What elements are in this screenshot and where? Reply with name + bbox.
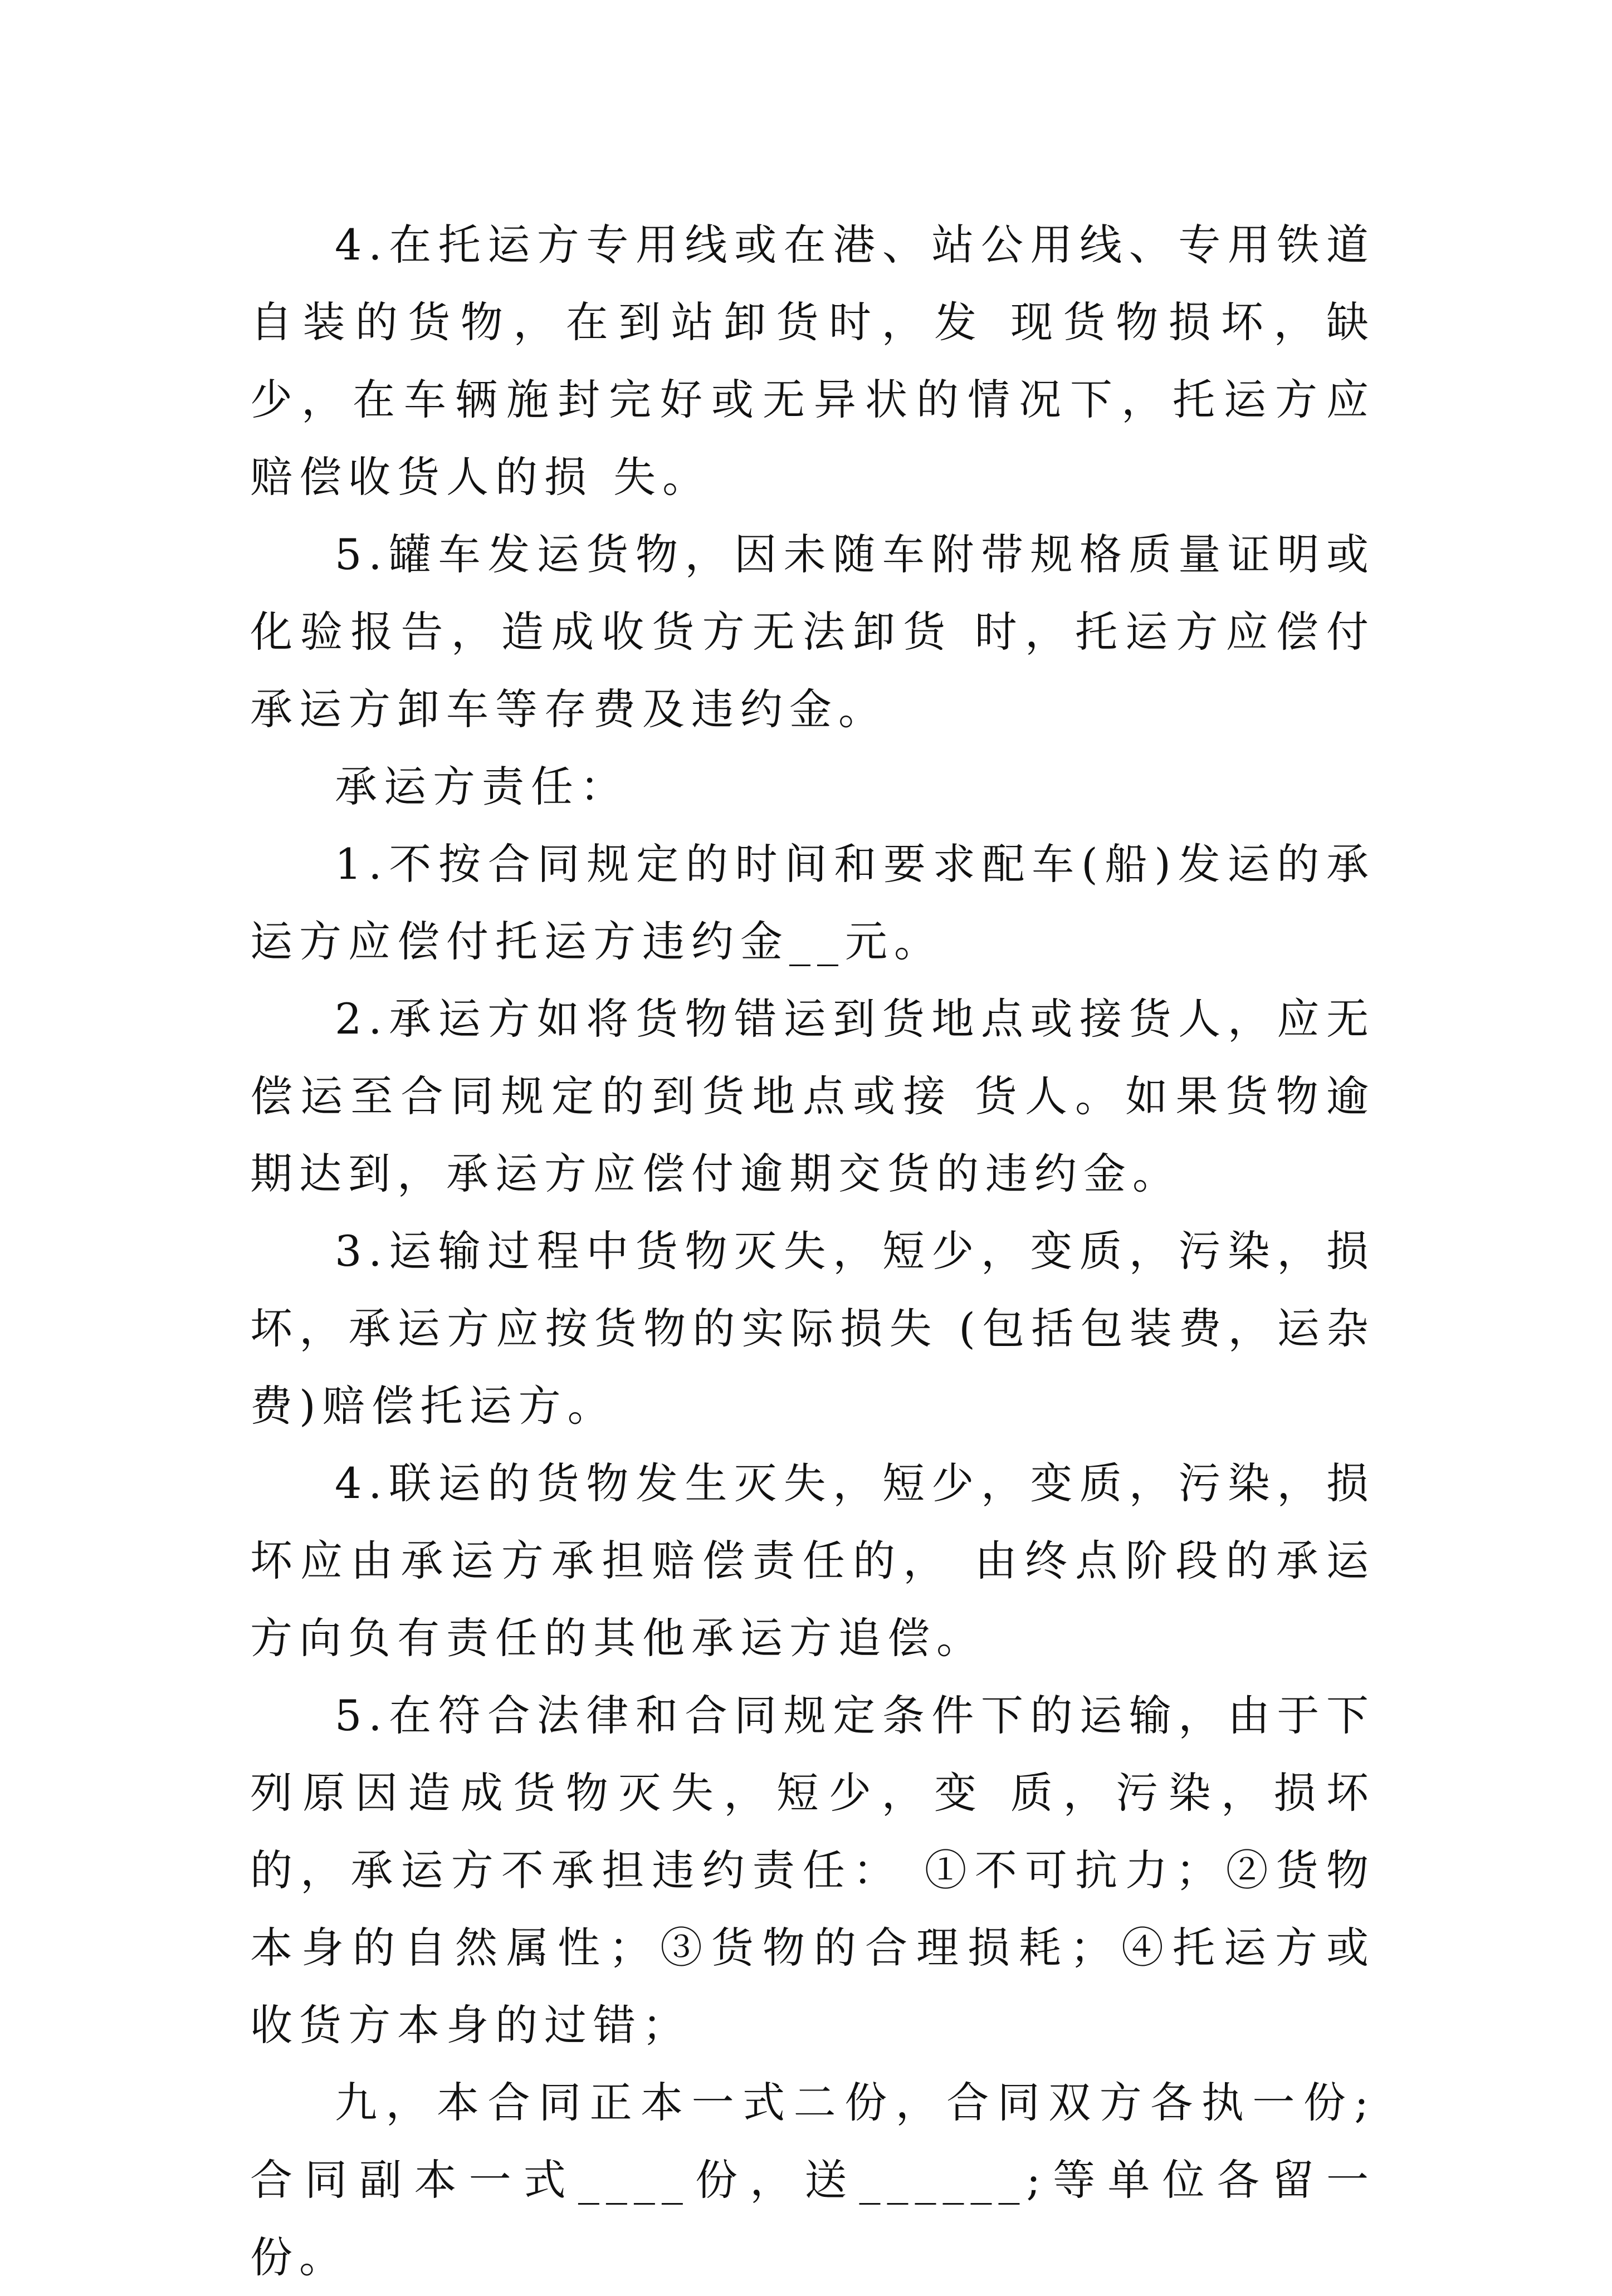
- paragraph-shipper-liability-4: 4.在托运方专用线或在港、站公用线、专用铁道自装的货物，在到站卸货时，发 现货物损坏，缺少，在车辆施封完好或无异状的情况下，托运方应赔偿收货人的损 失。: [250, 220, 1375, 502]
- heading-carrier-liability: 承运方责任：: [335, 762, 629, 811]
- paragraph-carrier-liability-5: 5.在符合法律和合同规定条件下的运输，由于下列原因造成货物灭失，短少，变 质，污染，损坏的，承运方不承担违约责任： ①不可抗力；②货物本身的自然属性；③货物的合理损耗；④托运方或收货方本身的过错；: [250, 1691, 1375, 2050]
- paragraph-carrier-liability-4: 4.联运的货物发生灭失，短少，变质，污染，损坏应由承运方承担赔偿责任的， 由终点阶段的承运方向负有责任的其他承运方追偿。: [250, 1458, 1375, 1663]
- document-body: [250, 206, 1375, 2296]
- paragraph-carrier-liability-2: 2.承运方如将货物错运到货地点或接货人，应无偿运至合同规定的到货地点或接 货人。如果货物逾期达到，承运方应偿付逾期交货的违约金。: [250, 994, 1375, 1198]
- paragraph-carrier-liability-3: 3.运输过程中货物灭失，短少，变质，污染，损坏，承运方应按货物的实际损失 (包括包装费，运杂费)赔偿托运方。: [250, 1226, 1375, 1431]
- paragraph-carrier-liability-1: 1.不按合同规定的时间和要求配车(船)发运的承运方应偿付托运方违约金__元。: [250, 839, 1375, 966]
- paragraph-shipper-liability-5: 5.罐车发运货物，因未随车附带规格质量证明或化验报告，造成收货方无法卸货 时，托运方应偿付承运方卸车等存费及违约金。: [250, 530, 1375, 734]
- paragraph-clause-nine: 九，本合同正本一式二份，合同双方各执一份;合同副本一式____份，送______;等单位各留一份。: [250, 2078, 1375, 2282]
